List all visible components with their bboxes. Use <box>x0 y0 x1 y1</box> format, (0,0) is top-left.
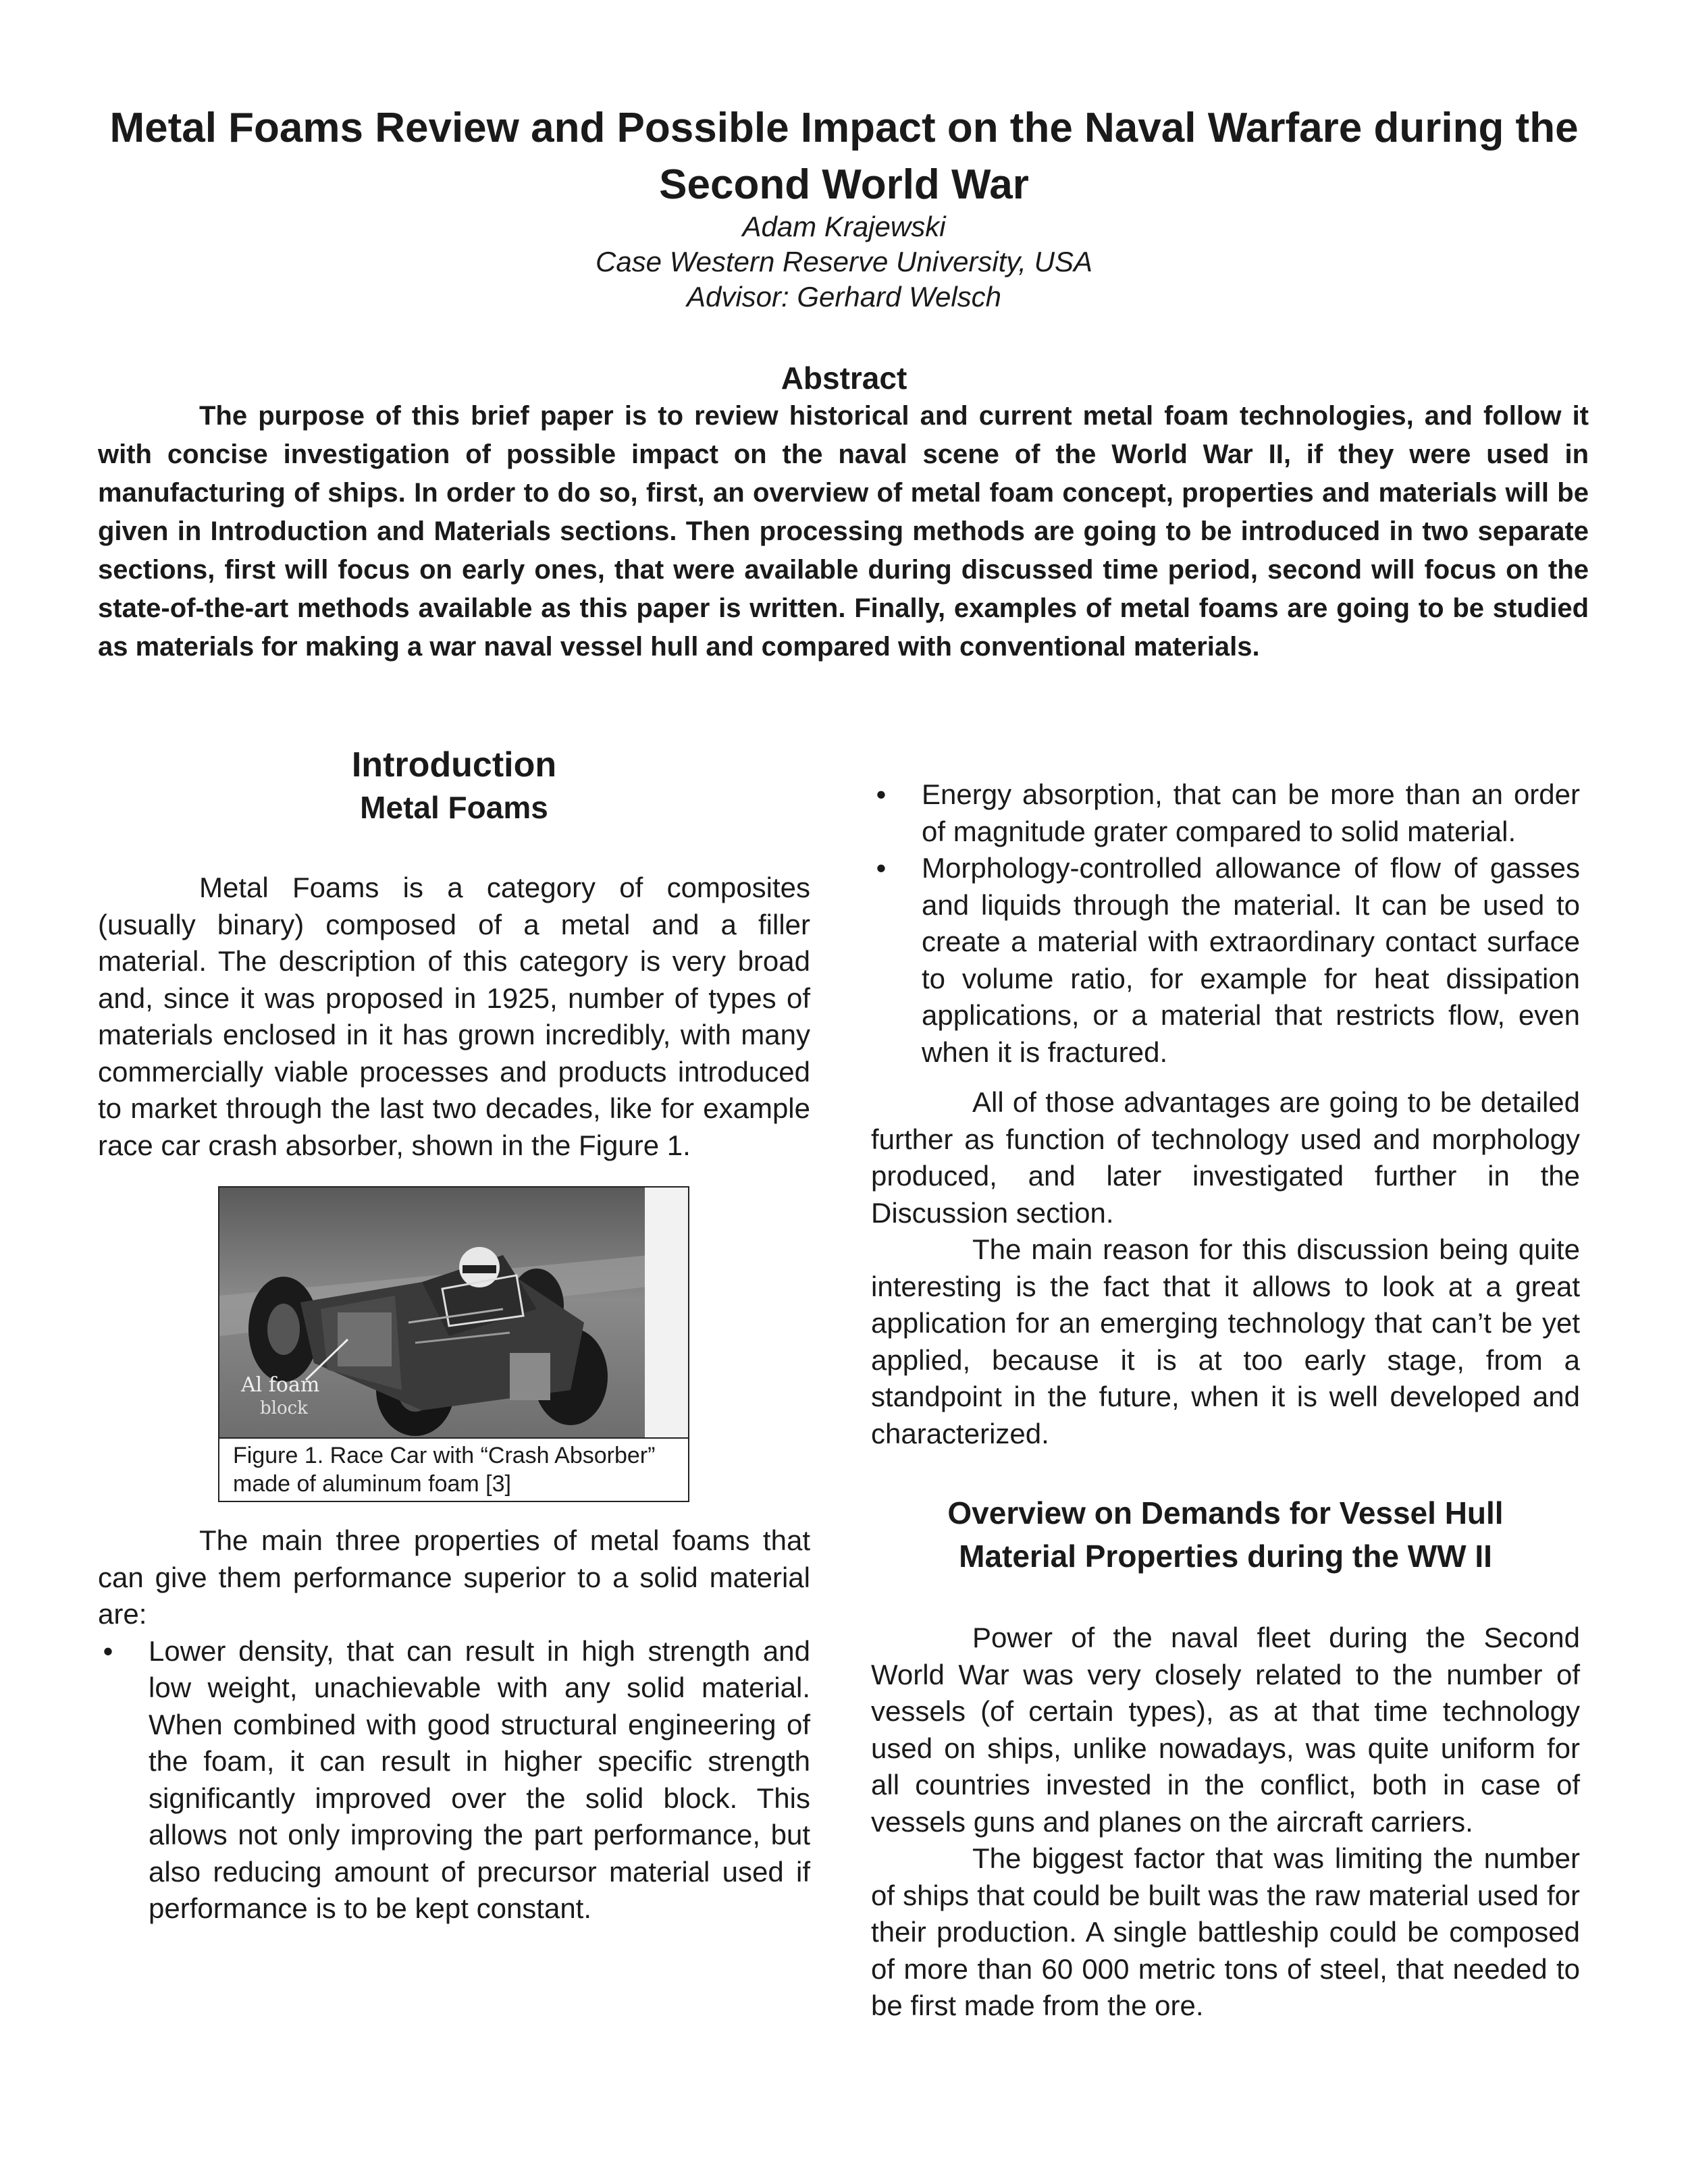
overview-heading <box>871 1491 1580 1578</box>
introduction-heading: Introduction <box>351 745 557 784</box>
advisor-line: Advisor: Gerhard Welsch <box>686 281 1002 313</box>
byline <box>81 209 1607 315</box>
right-column <box>871 776 1580 2025</box>
overview-heading-line-1: Overview on Demands for Vessel Hull <box>947 1495 1504 1530</box>
author-name: Adam Krajewski <box>742 211 946 242</box>
bullet-text-morphology: Morphology-controlled allowance of flow of gasses and liquids through the material. It can be used to create a material with extraordinary contact surface to volume ratio, for example for heat dissipation applications, or a material that restricts flow, even when it is fractured. <box>922 852 1580 1068</box>
overview-paragraph-2: The biggest factor that was limiting the number of ships that could be built was the raw material used for their production. A single battleship could be composed of more than 60 000 metric tons of steel, that needed to be first made from the ore. <box>871 1842 1580 2021</box>
bullet-text-lower-density: Lower density, that can result in high strength and low weight, unachievable with any solid material. When combined with good structural engineering of the foam, it can result in higher specific strength significantly improved over the solid block. This allows not only improving the part performance, but also reducing amount of precursor material used if performance is to be kept constant. <box>149 1634 810 1924</box>
intro-paragraph-2: The main three properties of metal foams that can give them performance superior to a solid material are: <box>98 1524 810 1630</box>
list-item <box>98 1633 810 1927</box>
abstract-text: The purpose of this brief paper is to review historical and current metal foam technologies, and follow it with concise investigation of possible impact on the naval scene of the World War II, if they were used in manufacturing of ships. In order to do so, first, an overview of metal foam concept, properties and materials will be given in Introduction and Materials sections. Then processing methods are going to be introduced in two separate sections, first will focus on early ones, that were available during discussed time period, second will focus on the state-of-the-art methods available as this paper is written. Finally, examples of metal foams are going to be studied as materials for making a war naval vessel hull and compared with conventional materials. <box>98 401 1589 662</box>
figure-1-caption: Figure 1. Race Car with “Crash Absorber” made of aluminum foam [3] <box>233 1443 656 1497</box>
properties-list-continued <box>871 776 1580 1071</box>
bullet-text-energy-absorption: Energy absorption, that can be more than an order of magnitude grater compared to solid material. <box>922 778 1580 847</box>
abstract-heading: Abstract <box>781 361 907 396</box>
block-label: block <box>260 1398 308 1418</box>
list-item <box>871 850 1580 1071</box>
bullet-icon: • <box>876 852 887 884</box>
list-item <box>871 776 1580 850</box>
intro-paragraph-1: Metal Foams is a category of composites (usually binary) composed of a metal and a filler material. The description of this category is very broad and, since it was proposed in 1925, number of types of materials enclosed in it has grown incredibly, with many commercially viable processes and products introduced to market through the last two decades, like for example race car crash absorber, shown in the Figure 1. <box>98 872 810 1161</box>
paper-title: Metal Foams Review and Possible Impact on the Naval Warfare during the Second World War <box>109 105 1579 208</box>
al-foam-label: Al foam <box>241 1373 320 1397</box>
race-car-photo <box>219 1188 688 1439</box>
overview-heading-line-2: Material Properties during the WW II <box>959 1539 1492 1574</box>
author-affiliation: Case Western Reserve University, USA <box>595 246 1092 277</box>
left-column <box>98 743 810 1927</box>
bullet-icon: • <box>876 778 887 810</box>
overview-paragraph-1: Power of the naval fleet during the Second World War was very closely related to the number of vessels (of certain types), as at that time technology used on ships, unlike nowadays, was quite uniform for all countries invested in the conflict, both in case of vessels guns and planes on the aircraft carriers. <box>871 1622 1580 1838</box>
metal-foams-subheading: Metal Foams <box>360 790 548 825</box>
figure-1 <box>218 1186 689 1502</box>
properties-list <box>98 1633 810 1927</box>
intro-paragraph-4: The main reason for this discussion being quite interesting is the fact that it allows to look at a great application for an emerging technology that can’t be yet applied, because it is at too early stage, from a standpoint in the future, when it is well developed and characterized. <box>871 1233 1580 1449</box>
bullet-icon: • <box>103 1634 113 1667</box>
intro-paragraph-3: All of those advantages are going to be detailed further as function of technology used and morphology produced, and later investigated further in the Discussion section. <box>871 1086 1580 1229</box>
